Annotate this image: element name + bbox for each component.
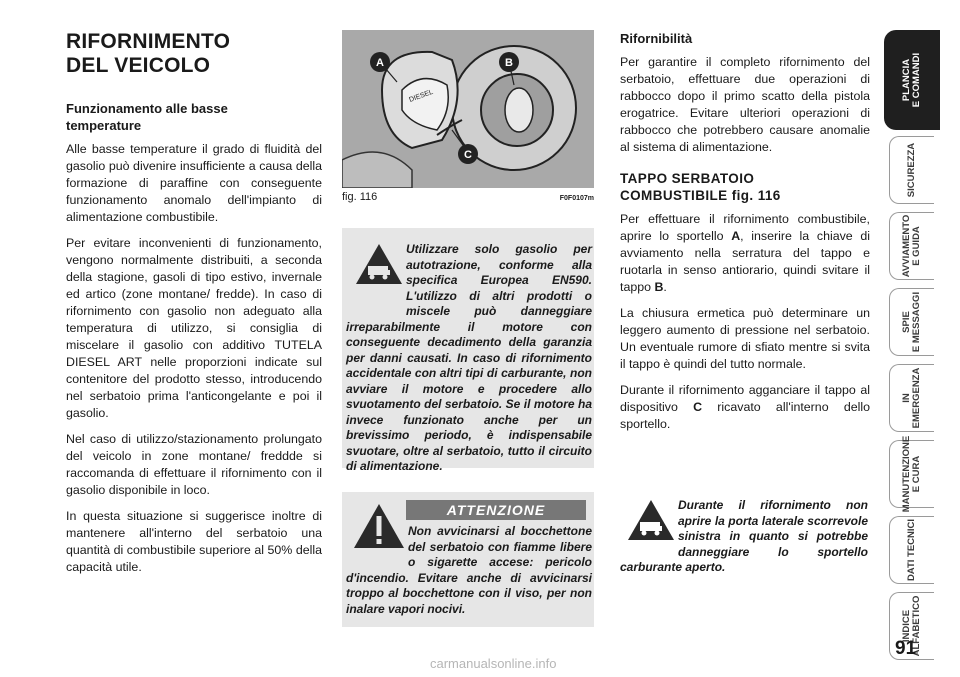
label-c: C: [464, 149, 472, 161]
label-b: B: [505, 57, 513, 69]
right-paragraph-3: La chiusura ermetica può determinare un leggero aumento di pressione nel serbatoio. Un eventuale rumore di sfiato mentre si svita il tappo è quindi del tutto normale.: [620, 306, 870, 371]
tab-sicurezza-label: SICUREZZA: [906, 142, 917, 198]
right-column: [620, 30, 870, 442]
fuel-type-warning-body: Utilizzare solo gasolio per autotrazione, conforme alla specifica Europea EN590. L'utilizzo di altri prodotti o miscele può danneggiare irreparabilmente il motore con conseguente decadimento della garanzia per danni causati. In caso di rifornimento accidentale con altri tipi di carburante, non avviare il motore e procedere allo svuotamento del serbatoio. Se il motore ha invece funzionato anche per un brevissimo periodo, è indispensabile svuotare, oltre al serbatoio, tutto il circuito di alimentazione.: [346, 242, 592, 473]
figure-caption: [342, 191, 594, 203]
subheading-fuel-cap-line-2: COMBUSTIBILE fig. 116: [620, 188, 781, 203]
figure-number: fig. 116: [342, 191, 378, 203]
p2-ref-a: A: [731, 229, 741, 243]
subheading-fuel-cap: [620, 170, 870, 204]
tab-spie-messaggi[interactable]: [884, 286, 940, 358]
tab-avviamento-guida[interactable]: [884, 210, 940, 282]
p2-ref-b: B: [654, 280, 664, 294]
tab-plancia-label: [902, 53, 922, 107]
page-number: 91: [895, 638, 917, 659]
tab-manutenzione-cura[interactable]: [884, 435, 940, 513]
tab-avviamento-line-2: E GUIDA: [911, 226, 922, 266]
right-paragraph-2: [620, 211, 870, 296]
paragraph-2: Per evitare inconvenienti di funzionamento, vengono normalmente distribuiti, a seconda della stagione, gasoli di tipo estivo, invernale ed artico (zone montane/ fredde). In caso di rifornimento con gasolio non adeguato alla temperatura di utilizzo, si consiglia di miscelare il gasolio con additivo TUTELA DIESEL ART nelle proporzioni indicate sul contenitore del prodotto stesso, introducendo nel serbatoio prima l'anticongelante e poi il gasolio.: [66, 236, 322, 420]
tab-dati-tecnici[interactable]: [884, 514, 940, 586]
sliding-door-warning-box: [620, 490, 870, 592]
tab-indice-line-2: ALFABETICO: [911, 595, 922, 657]
right-paragraph-1: Per garantire il completo rifornimento del serbatoio, effettuare due operazioni di rabbocco dopo il primo scatto della pistola erogatrice. Evitare ulteriori operazioni di rabbocco che potrebbero causare anomalie al sistema di alimentazione.: [620, 55, 870, 154]
fuel-cap-illustration: [342, 30, 594, 188]
tab-dati-tecnici-label: DATI TECNICI: [906, 518, 917, 582]
fire-hazard-warning-text: [346, 524, 592, 617]
p2-text-a: Per effettuare il rifornimento combustibile, aprire lo sportello: [620, 212, 870, 243]
fire-hazard-warning-box: [342, 492, 594, 627]
figure-column: [342, 30, 594, 203]
left-column: [66, 30, 322, 585]
fuel-type-warning-box: [342, 228, 594, 473]
title-line-1: RIFORNIMENTO: [66, 30, 231, 53]
paragraph-4: In questa situazione si suggerisce inoltre di mantenere all'interno del serbatoio una quantità di combustibile superiore al 50% della capacità utile.: [66, 509, 322, 574]
subheading-line-2: temperature: [66, 118, 142, 133]
sliding-door-warning-body: Durante il rifornimento non aprire la porta laterale scorrevole sinistra in quanto si potrebbe danneggiare lo sportello carburante aperto.: [620, 498, 868, 574]
tab-plancia-comandi[interactable]: [884, 30, 940, 130]
tab-spie-label: [902, 292, 922, 352]
tab-spie-line-2: E MESSAGGI: [911, 291, 922, 353]
fuel-cap-figure: [342, 30, 594, 188]
fire-hazard-warning-body: Non avvicinarsi al bocchettone del serbatoio con fiamme libere o sigarette accese: pericolo d'incendio. Evitare anche di avvicinarsi troppo al bocchettone con il viso, per non inalare vapori nocivi.: [346, 524, 592, 616]
fuel-type-warning-text: [346, 242, 592, 475]
p2-text-c: , inserire la chiave di avviamento nella serratura del tappo e ruotarla in senso antiorario, quindi svitare il tappo: [620, 229, 871, 294]
tab-indice-line-1: INDICE: [901, 609, 912, 643]
label-a: A: [376, 57, 384, 69]
sliding-door-warning-text: [620, 498, 868, 576]
tab-manutenzione-line-2: E CURA: [911, 455, 922, 493]
attention-badge: ATTENZIONE: [406, 500, 586, 520]
p4-text-a: Durante il rifornimento agganciare il tappo al dispositivo: [620, 383, 870, 414]
tab-avviamento-line-1: AVVIAMENTO: [901, 214, 912, 278]
watermark: carmanualsonline.info: [430, 656, 557, 671]
p4-ref-c: C: [693, 400, 703, 414]
figure-code: F0F0107m: [559, 195, 594, 202]
tab-in-emergenza[interactable]: [884, 362, 940, 434]
tab-emergenza-line-2: EMERGENZA: [911, 367, 922, 429]
subheading-refuel-capacity: Rifornibilità: [620, 31, 693, 46]
p2-text-e: .: [663, 280, 667, 294]
tab-avviamento-label: [902, 215, 922, 277]
cap-label-text: DIESEL: [408, 88, 435, 104]
tab-manutenzione-label: [902, 436, 922, 513]
tab-spie-line-1: SPIE: [901, 311, 912, 333]
page-title: [66, 30, 322, 78]
right-paragraph-4: [620, 382, 870, 433]
tab-plancia-line-1: PLANCIA: [901, 58, 912, 102]
tab-manutenzione-line-1: MANUTENZIONE: [901, 435, 912, 513]
subheading-low-temp: [66, 100, 322, 134]
title-line-2: DEL VEICOLO: [66, 54, 211, 77]
tab-plancia-line-2: E COMANDI: [911, 52, 922, 108]
paragraph-1: Alle basse temperature il grado di fluidità del gasolio può divenire insufficiente a causa della formazione di paraffine con conseguente funzionamento anomalo dell'impianto di alimentazione combustibile.: [66, 142, 322, 224]
paragraph-3: Nel caso di utilizzo/stazionamento prolungato del veicolo in zone montane/ freddde si raccomanda di effettuare il rifornimento con il gasolio disponibile in loco.: [66, 432, 322, 497]
tab-emergenza-line-1: IN: [901, 393, 912, 403]
tab-sicurezza[interactable]: [884, 134, 940, 206]
tab-emergenza-label: [902, 368, 922, 429]
p4-text-c: ricavato all'interno dello sportello.: [620, 400, 871, 431]
subheading-line-1: Funzionamento alle basse: [66, 101, 228, 116]
subheading-fuel-cap-line-1: TAPPO SERBATOIO: [620, 171, 755, 186]
